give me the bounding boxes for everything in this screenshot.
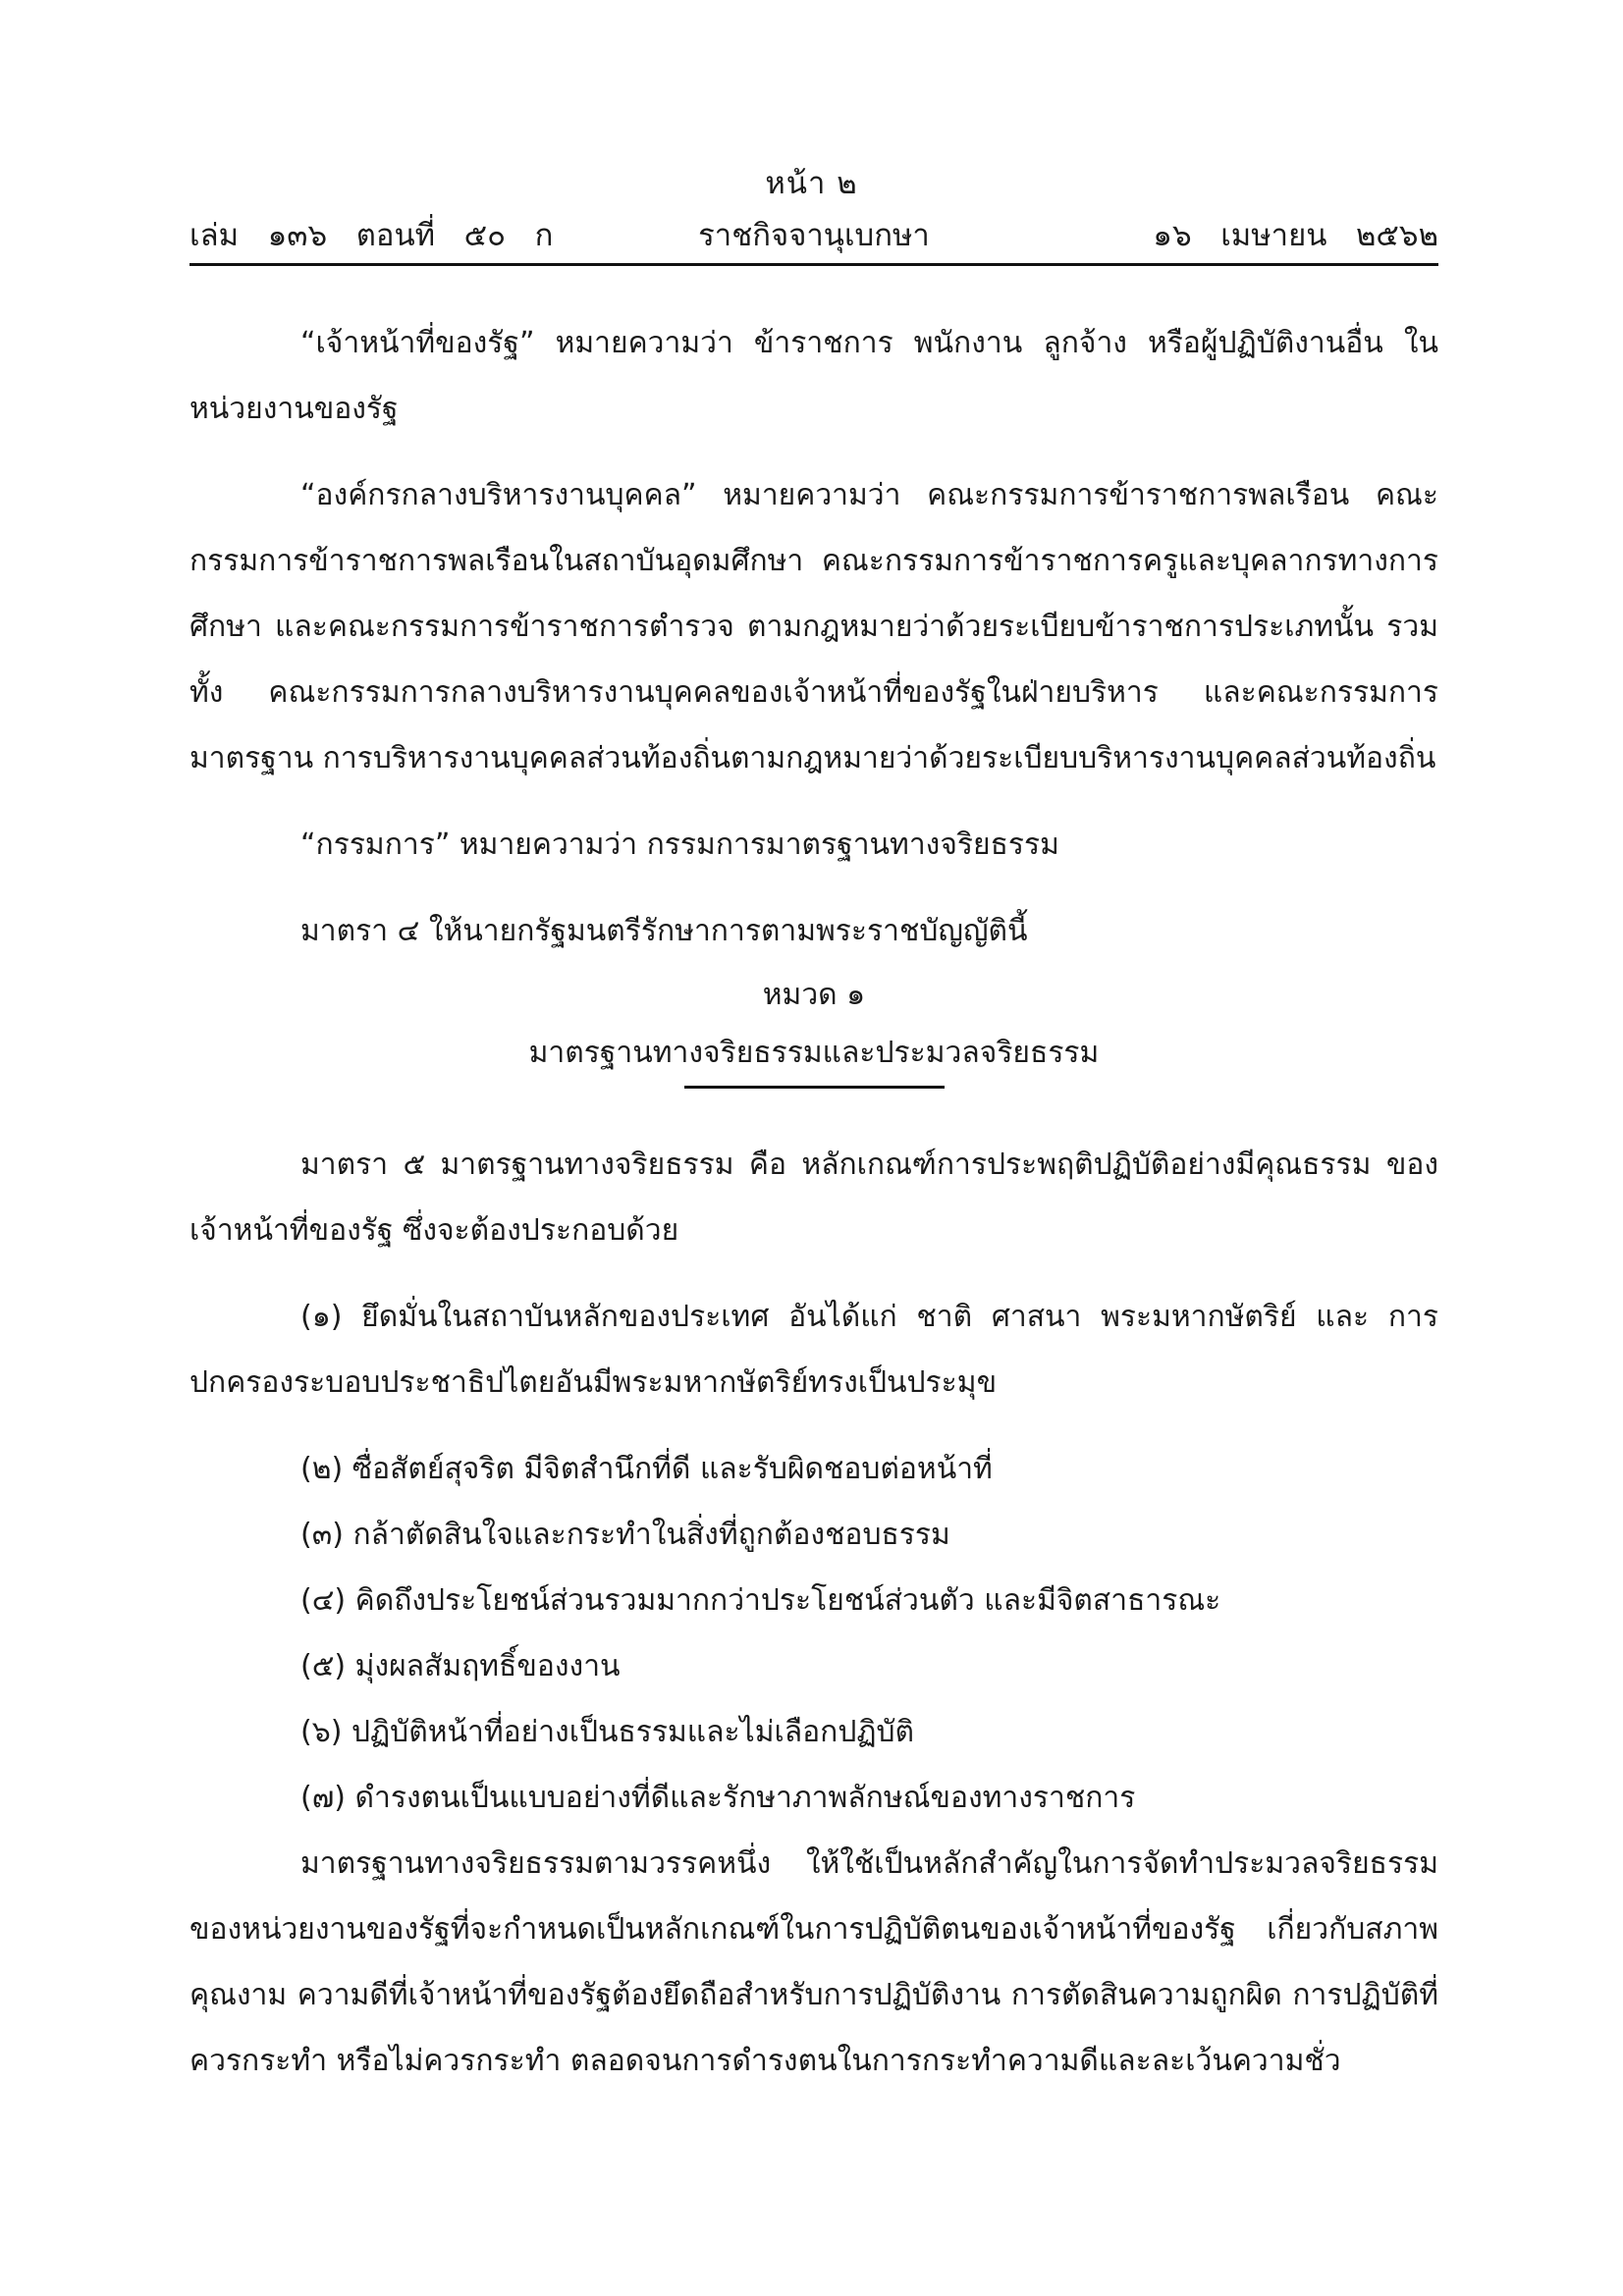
section-5-item: (๒) ซื่อสัตย์สุจริต มีจิตสำนึกที่ดี และรับผิดชอบต่อหน้าที่ bbox=[300, 1452, 993, 1486]
section-5-item: (๗) ดำรงตนเป็นแบบอย่างที่ดีและรักษาภาพลักษณ์ของทางราชการ bbox=[300, 1781, 1136, 1815]
publication-title: ราชกิจจานุเบกษา bbox=[698, 218, 930, 253]
publication-date: ๑๖ เมษายน ๒๕๖๒ bbox=[1153, 218, 1438, 253]
section-5-item: (๕) มุ่งผลสัมฤทธิ์ของงาน bbox=[300, 1649, 621, 1683]
section-5-item: (๖) ปฏิบัติหน้าที่อย่างเป็นธรรมและไม่เลือกปฏิบัติ bbox=[300, 1715, 915, 1749]
section-5-item: (๔) คิดถึงประโยชน์ส่วนรวมมากกว่าประโยชน์ส่วนตัว และมีจิตสาธารณะ bbox=[300, 1583, 1221, 1618]
definition-state-official: “เจ้าหน้าที่ของรัฐ” หมายความว่า ข้าราชการ พนักงาน ลูกจ้าง หรือผู้ปฏิบัติงานอื่น ในหน่วยงานของรัฐ bbox=[189, 326, 1438, 426]
chapter-number: หมวด ๑ bbox=[762, 978, 866, 1012]
volume-issue: เล่ม ๑๓๖ ตอนที่ ๕๐ ก bbox=[189, 218, 554, 253]
definition-committee-member: “กรรมการ” หมายความว่า กรรมการมาตรฐานทางจริยธรรม bbox=[300, 828, 1059, 862]
section-5-intro: มาตรา ๕ มาตรฐานทางจริยธรรม คือ หลักเกณฑ์การประพฤติปฏิบัติอย่างมีคุณธรรม ของเจ้าหน้าที่ของรัฐ ซึ่งจะต้องประกอบด้วย bbox=[189, 1148, 1438, 1248]
page-number: หน้า ๒ bbox=[765, 166, 858, 201]
section-5-item: (๓) กล้าตัดสินใจและกระทำในสิ่งที่ถูกต้องชอบธรรม bbox=[300, 1518, 950, 1552]
document-body bbox=[189, 310, 1438, 2114]
section-5-item-1: (๑) ยึดมั่นในสถาบันหลักของประเทศ อันได้แก่ ชาติ ศาสนา พระมหากษัตริย์ และ การปกครองระบอบประชาธิปไตยอันมีพระมหากษัตริย์ทรงเป็นประมุข bbox=[189, 1300, 1438, 1400]
gazette-header bbox=[189, 216, 1438, 255]
chapter-title: มาตรฐานทางจริยธรรมและประมวลจริยธรรม bbox=[528, 1036, 1100, 1070]
section-4: มาตรา ๔ ให้นายกรัฐมนตรีรักษาการตามพระราชบัญญัตินี้ bbox=[300, 914, 1028, 948]
header-divider bbox=[189, 263, 1438, 266]
section-5-closing: มาตรฐานทางจริยธรรมตามวรรคหนึ่ง ให้ใช้เป็นหลักสำคัญในการจัดทำประมวลจริยธรรม ของหน่วยงานของรัฐที่จะกำหนดเป็นหลักเกณฑ์ในการปฏิบัติตนของเจ้าหน้าที่ของรัฐ เกี่ยวกับสภาพคุณงาม ความดีที่เจ้าหน้าที่ของรัฐต้องยึดถือสำหรับการปฏิบัติงาน การตัดสินความถูกผิด การปฏิบัติที่ควรกระทำ หรือไม่ควรกระทำ ตลอดจนการดำรงตนในการกระทำความดีและละเว้นความชั่ว bbox=[189, 1846, 1438, 2078]
chapter-divider bbox=[684, 1086, 945, 1089]
definition-central-personnel-agency: “องค์กรกลางบริหารงานบุคคล” หมายความว่า คณะกรรมการข้าราชการพลเรือน คณะกรรมการข้าราชการพลเรือนในสถาบันอุดมศึกษา คณะกรรมการข้าราชการครูและบุคลากรทางการศึกษา และคณะกรรมการข้าราชการตำรวจ ตามกฎหมายว่าด้วยระเบียบข้าราชการประเภทนั้น รวมทั้ง คณะกรรมการกลางบริหารงานบุคคลของเจ้าหน้าที่ของรัฐในฝ่ายบริหาร และคณะกรรมการมาตรฐาน การบริหารงานบุคคลส่วนท้องถิ่นตามกฎหมายว่าด้วยระเบียบบริหารงานบุคคลส่วนท้องถิ่น bbox=[189, 478, 1438, 775]
